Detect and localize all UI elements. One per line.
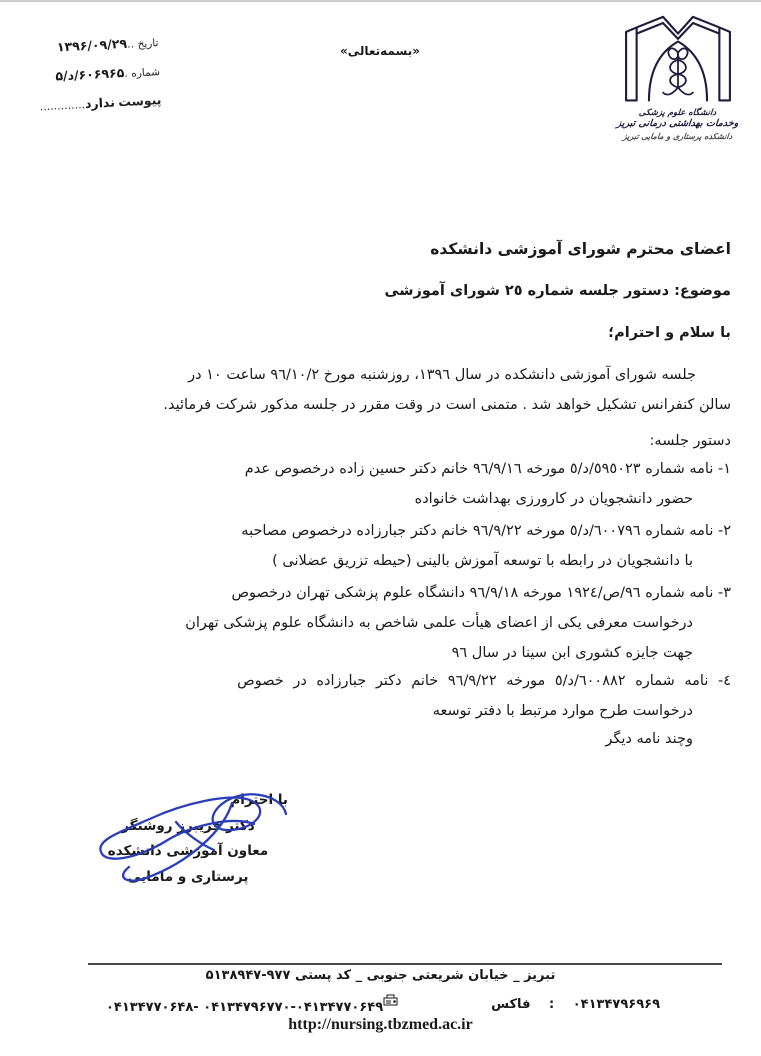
agenda-item-4-line-2: درخواست طرح موارد مرتبط با دفتر توسعه [432, 703, 693, 719]
phone-and-fax-label: ۰۴۱۳۴۷۹۶۹۶۹ : فاکس [491, 997, 660, 1013]
basmala-text: «بسمه‌تعالی» [340, 44, 420, 58]
agenda-item-2-line-2: با دانشجویان در رابطه با توسعه آموزش بالینی (حیطه تزریق عضلانی ) [272, 553, 693, 569]
signatory-title-1: معاون آموزشی دانشکده [107, 843, 269, 859]
agenda-item-2-line-1: ٢- نامه شماره ٦٠٠٧٩٦/د/٥ مورخه ٩٦/٩/٢٢ خانم دکتر جبارزاده درخصوص مصاحبه [241, 523, 731, 539]
number-label: شماره [131, 66, 161, 80]
logo-text-university: دانشگاه علوم پزشکی [638, 108, 717, 118]
attachment-value: ندارد [84, 94, 116, 112]
footer-divider [88, 963, 722, 965]
attachment-leader-dots: ............. [39, 98, 86, 114]
logo-text-faculty: دانشکده پرستاری و مامایی تبریز [622, 132, 733, 141]
date-label: تاریخ [137, 37, 159, 51]
closing-note: وچند نامه دیگر [605, 731, 693, 747]
signature-block [88, 788, 288, 890]
date-leader-dots: .. [126, 37, 135, 51]
footer-website-url: http://nursing.tbzmed.ac.ir [288, 1016, 473, 1033]
footer-fax-group [100, 994, 400, 1015]
agenda-item-4-line-1: ٤- نامه شماره ٦٠٠٨٨٢/د/٥ مورخه ٩٦/٩/٢٢ خانم دکتر جبارزاده در خصوص [237, 673, 731, 689]
agenda-item-1-line-2: حضور دانشجویان در کارورزی بهداشت خانواده [414, 491, 693, 507]
signatory-title-2: پرستاری و مامایی [127, 868, 249, 885]
number-leader-dots: . [123, 66, 129, 80]
signature-respect: با احترام [230, 792, 288, 808]
agenda-label: دستور جلسه: [649, 433, 731, 449]
paragraph-line-1: جلسه شورای آموزشی دانشکده در سال ١٣٩٦، روزشنبه مورخ ٩٦/١٠/٢ ساعت ١٠ در [188, 367, 696, 383]
date-value: ۱۳۹۶/۰۹/۲۹ [56, 35, 128, 55]
attachment-label: پیوست [117, 92, 162, 110]
subject-line: موضوع: دستور جلسه شماره ٢٥ شورای آموزشی [384, 283, 731, 299]
salutation-line: با سلام و احترام؛ [608, 325, 731, 341]
open-book-caduceus-icon [600, 12, 755, 108]
recipient-heading: اعضای محترم شورای آموزشی دانشکده [430, 240, 731, 258]
fax-numbers: ۰۴۱۳۴۷۹۶۷۷۰-۰۴۱۳۴۷۷۰۶۴۹ -۰۴۱۳۴۷۷۰۶۴۸ [106, 1000, 384, 1016]
logo-text-services: وخدمات بهداشتی درمانی تبریز [616, 118, 739, 129]
footer-address: تبریز _ خیابان شریعتی جنوبی _ کد پستی ۹۷۷-۵۱۳۸۹۴۷ [205, 968, 556, 983]
footer-phone-row [100, 994, 660, 1015]
fax-machine-icon [383, 994, 398, 1010]
agenda-item-3-line-1: ٣- نامه شماره ٩٦/ص/١٩٢٤ مورخه ٩٦/٩/١٨ دانشگاه علوم پزشکی تهران درخصوص [231, 585, 731, 601]
number-value: ۶۰۶۹۶۵/د/۵ [55, 64, 125, 84]
agenda-item-3-line-3: جهت جایزه کشوری ابن سینا در سال ٩٦ [451, 645, 693, 661]
registration-stamp [8, 28, 162, 122]
university-logo [600, 12, 755, 142]
signatory-name: دکتر فریبرز روشنگر [121, 817, 255, 834]
agenda-item-3-line-2: درخواست معرفی یکی از اعضای هیأت علمی شاخص به دانشگاه علوم پزشکی تهران [185, 615, 693, 631]
paragraph-line-2: سالن کنفرانس تشکیل خواهد شد . متمنی است در وقت مقرر در جلسه مذکور شرکت فرمائید. [163, 397, 731, 413]
agenda-item-1-line-1: ١- نامه شماره ٥٩٥٠٢٣/د/٥ مورخه ٩٦/٩/١٦ خانم دکتر حسین زاده درخصوص عدم [244, 461, 731, 477]
